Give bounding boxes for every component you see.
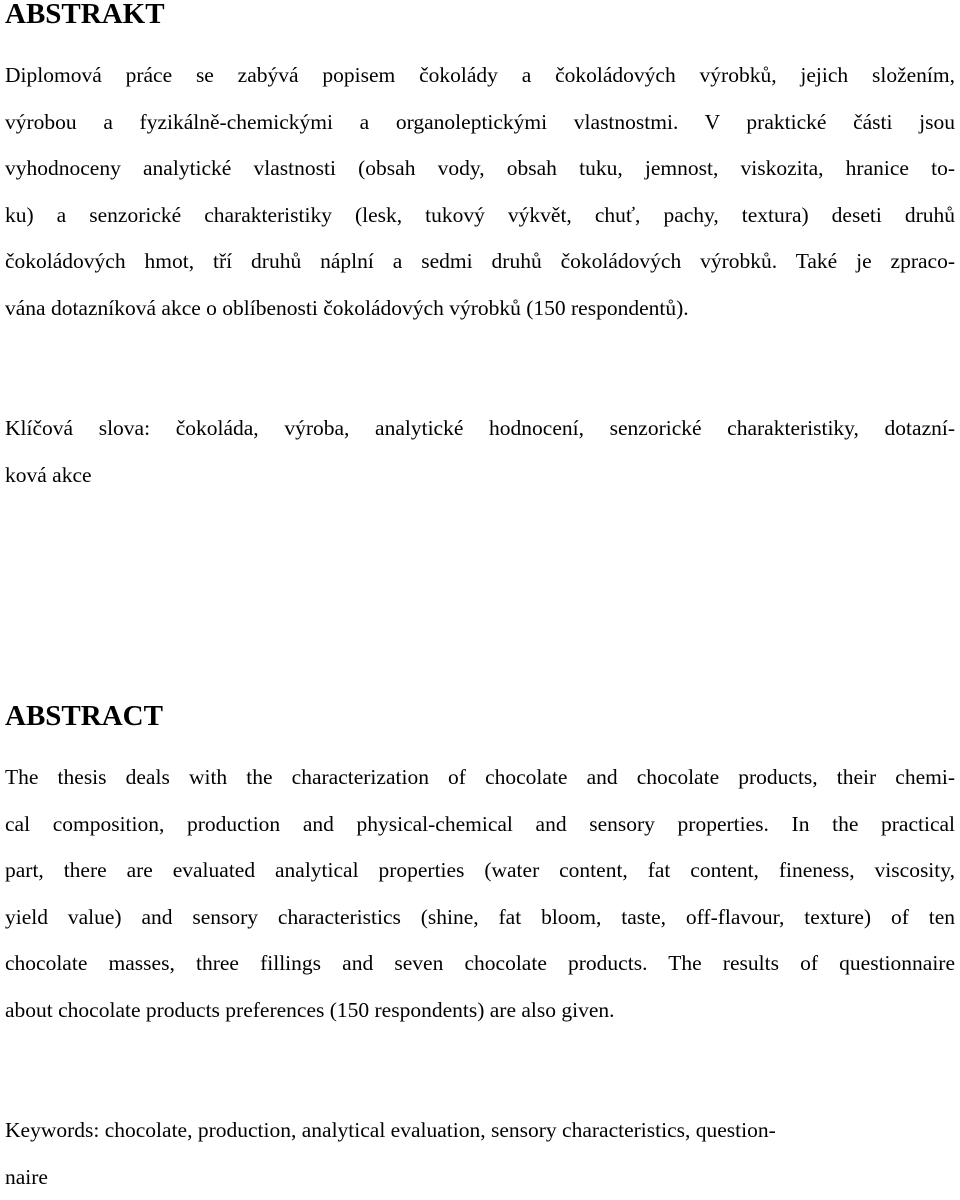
- abstract-line: cal composition, production and physical-chemical and sensory properties. In the practical: [5, 801, 955, 848]
- abstrakt-keywords-line: Klíčová slova: čokoláda, výroba, analytické hodnocení, senzorické charakteristiky, dotazní-: [5, 405, 955, 452]
- abstrakt-heading: ABSTRAKT: [5, 0, 165, 29]
- abstract-heading: ABSTRACT: [5, 702, 163, 731]
- abstract-keywords-line: naire: [5, 1154, 955, 1200]
- abstrakt-line: čokoládových hmot, tří druhů náplní a sedmi druhů čokoládových výrobků. Také je zpraco-: [5, 238, 955, 285]
- abstrakt-keywords: [5, 405, 955, 498]
- abstract-line: yield value) and sensory characteristics (shine, fat bloom, taste, off-flavour, texture) of ten: [5, 894, 955, 941]
- abstract-body: [5, 754, 955, 1033]
- abstract-line: about chocolate products preferences (150 respondents) are also given.: [5, 987, 955, 1034]
- abstrakt-line: ku) a senzorické charakteristiky (lesk, tukový výkvět, chuť, pachy, textura) deseti druhů: [5, 192, 955, 239]
- abstrakt-line: výrobou a fyzikálně-chemickými a organoleptickými vlastnostmi. V praktické části jsou: [5, 99, 955, 146]
- abstract-line: chocolate masses, three fillings and seven chocolate products. The results of questionnaire: [5, 940, 955, 987]
- abstract-keywords-line: Keywords: chocolate, production, analytical evaluation, sensory characteristics, question-: [5, 1107, 955, 1154]
- abstract-line: part, there are evaluated analytical properties (water content, fat content, fineness, viscosity,: [5, 847, 955, 894]
- abstrakt-keywords-line: ková akce: [5, 452, 955, 499]
- abstract-keywords: [5, 1107, 955, 1200]
- abstrakt-line: vána dotazníková akce o oblíbenosti čokoládových výrobků (150 respondentů).: [5, 285, 955, 332]
- abstract-line: The thesis deals with the characterization of chocolate and chocolate products, their chemi-: [5, 754, 955, 801]
- abstrakt-body: [5, 52, 955, 331]
- abstrakt-line: vyhodnoceny analytické vlastnosti (obsah vody, obsah tuku, jemnost, viskozita, hranice to-: [5, 145, 955, 192]
- abstrakt-line: Diplomová práce se zabývá popisem čokolády a čokoládových výrobků, jejich složením,: [5, 52, 955, 99]
